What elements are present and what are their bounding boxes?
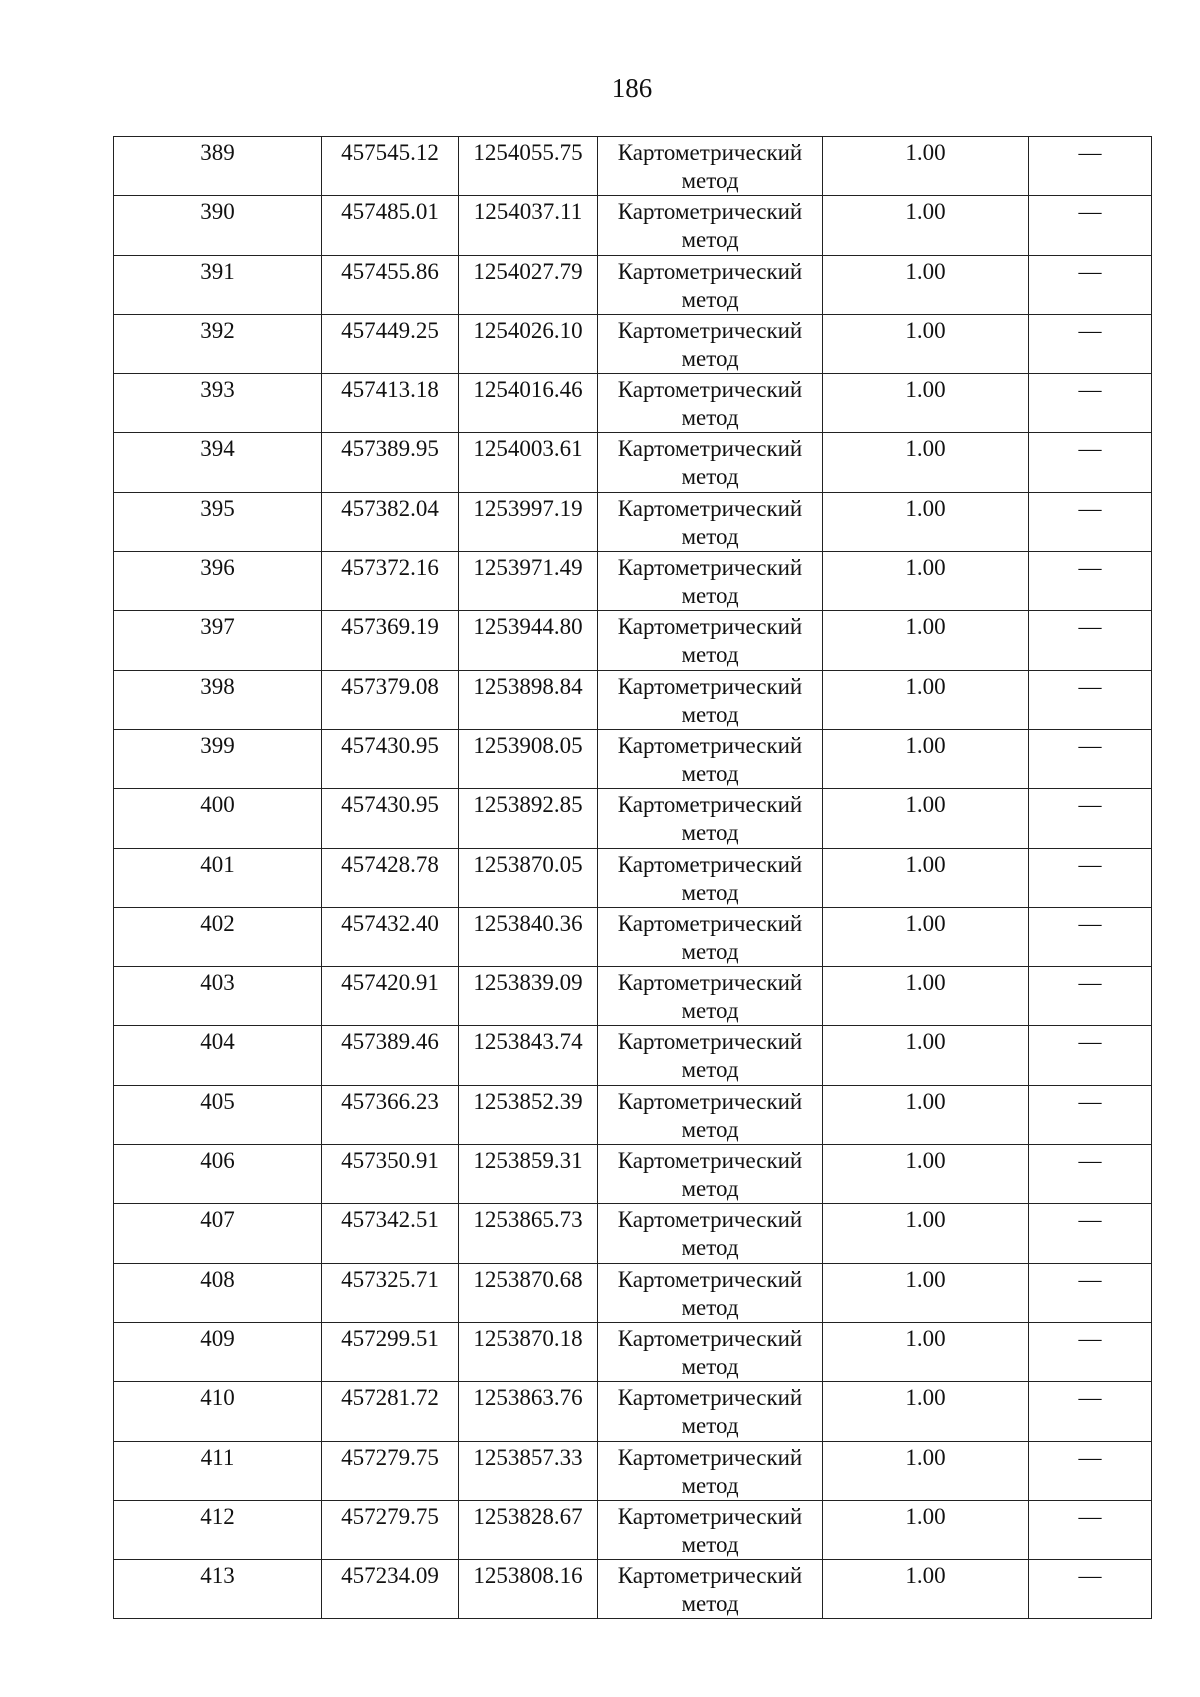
- method-cell: [598, 1085, 823, 1144]
- page-number: 186: [611, 73, 653, 103]
- method-cell: [598, 1263, 823, 1322]
- table-row: [114, 1441, 1152, 1500]
- method-cell: [598, 196, 823, 255]
- x-coordinate-cell: 457372.16: [322, 552, 459, 611]
- table-row: [114, 1204, 1152, 1263]
- table-row: [114, 374, 1152, 433]
- method-line-1: Картометрический: [617, 910, 803, 936]
- accuracy-cell: 1.00: [823, 848, 1029, 907]
- note-cell: —: [1029, 1560, 1152, 1619]
- y-coordinate-cell: 1253997.19: [459, 492, 598, 551]
- method-line-2: метод: [681, 1235, 739, 1261]
- y-coordinate-cell: 1253839.09: [459, 967, 598, 1026]
- y-coordinate-cell: 1254016.46: [459, 374, 598, 433]
- method-line-2: метод: [681, 405, 739, 431]
- x-coordinate-cell: 457342.51: [322, 1204, 459, 1263]
- table-row: [114, 1322, 1152, 1381]
- method-line-1: Картометрический: [617, 1503, 803, 1529]
- method-line-1: Картометрический: [617, 851, 803, 877]
- point-number-cell: 406: [114, 1145, 322, 1204]
- x-coordinate-cell: 457279.75: [322, 1441, 459, 1500]
- x-coordinate-cell: 457428.78: [322, 848, 459, 907]
- table-row: [114, 789, 1152, 848]
- accuracy-cell: 1.00: [823, 1500, 1029, 1559]
- method-line-2: метод: [681, 345, 739, 371]
- point-number-cell: 389: [114, 137, 322, 196]
- method-line-1: Картометрический: [617, 317, 803, 343]
- table-row: [114, 137, 1152, 196]
- method-line-1: Картометрический: [617, 555, 803, 581]
- table-row: [114, 670, 1152, 729]
- x-coordinate-cell: 457455.86: [322, 255, 459, 314]
- method-line-2: метод: [681, 1057, 739, 1083]
- note-cell: —: [1029, 1500, 1152, 1559]
- y-coordinate-cell: 1253892.85: [459, 789, 598, 848]
- note-cell: —: [1029, 967, 1152, 1026]
- x-coordinate-cell: 457485.01: [322, 196, 459, 255]
- table-row: [114, 1500, 1152, 1559]
- method-cell: [598, 1560, 823, 1619]
- note-cell: —: [1029, 492, 1152, 551]
- method-line-2: метод: [681, 1353, 739, 1379]
- method-line-2: метод: [681, 701, 739, 727]
- method-line-1: Картометрический: [617, 199, 803, 225]
- y-coordinate-cell: 1253863.76: [459, 1382, 598, 1441]
- y-coordinate-cell: 1254003.61: [459, 433, 598, 492]
- note-cell: —: [1029, 1382, 1152, 1441]
- y-coordinate-cell: 1254037.11: [459, 196, 598, 255]
- note-cell: —: [1029, 1145, 1152, 1204]
- x-coordinate-cell: 457234.09: [322, 1560, 459, 1619]
- x-coordinate-cell: 457325.71: [322, 1263, 459, 1322]
- method-cell: [598, 1145, 823, 1204]
- point-number-cell: 397: [114, 611, 322, 670]
- accuracy-cell: 1.00: [823, 1382, 1029, 1441]
- point-number-cell: 411: [114, 1441, 322, 1500]
- method-line-1: Картометрический: [617, 258, 803, 284]
- method-cell: [598, 848, 823, 907]
- method-line-1: Картометрический: [617, 614, 803, 640]
- point-number-cell: 402: [114, 907, 322, 966]
- note-cell: —: [1029, 374, 1152, 433]
- accuracy-cell: 1.00: [823, 789, 1029, 848]
- accuracy-cell: 1.00: [823, 611, 1029, 670]
- method-cell: [598, 433, 823, 492]
- note-cell: —: [1029, 907, 1152, 966]
- point-number-cell: 400: [114, 789, 322, 848]
- accuracy-cell: 1.00: [823, 1560, 1029, 1619]
- point-number-cell: 390: [114, 196, 322, 255]
- table-row: [114, 1560, 1152, 1619]
- table-row: [114, 848, 1152, 907]
- method-line-2: метод: [681, 760, 739, 786]
- table-row: [114, 1382, 1152, 1441]
- table-row: [114, 492, 1152, 551]
- method-line-2: метод: [681, 1116, 739, 1142]
- x-coordinate-cell: 457432.40: [322, 907, 459, 966]
- point-number-cell: 395: [114, 492, 322, 551]
- method-line-2: метод: [681, 820, 739, 846]
- note-cell: —: [1029, 670, 1152, 729]
- table-row: [114, 1263, 1152, 1322]
- point-number-cell: 403: [114, 967, 322, 1026]
- accuracy-cell: 1.00: [823, 255, 1029, 314]
- accuracy-cell: 1.00: [823, 552, 1029, 611]
- y-coordinate-cell: 1253865.73: [459, 1204, 598, 1263]
- note-cell: —: [1029, 255, 1152, 314]
- method-cell: [598, 1204, 823, 1263]
- y-coordinate-cell: 1253898.84: [459, 670, 598, 729]
- y-coordinate-cell: 1254026.10: [459, 314, 598, 373]
- x-coordinate-cell: 457369.19: [322, 611, 459, 670]
- table-row: [114, 196, 1152, 255]
- y-coordinate-cell: 1253870.18: [459, 1322, 598, 1381]
- method-line-1: Картометрический: [617, 1444, 803, 1470]
- point-number-cell: 412: [114, 1500, 322, 1559]
- method-cell: [598, 374, 823, 433]
- method-line-1: Картометрический: [617, 1148, 803, 1174]
- y-coordinate-cell: 1253808.16: [459, 1560, 598, 1619]
- method-cell: [598, 492, 823, 551]
- x-coordinate-cell: 457389.95: [322, 433, 459, 492]
- point-number-cell: 391: [114, 255, 322, 314]
- method-cell: [598, 670, 823, 729]
- accuracy-cell: 1.00: [823, 1026, 1029, 1085]
- point-number-cell: 392: [114, 314, 322, 373]
- table-row: [114, 255, 1152, 314]
- note-cell: —: [1029, 789, 1152, 848]
- accuracy-cell: 1.00: [823, 1204, 1029, 1263]
- table-row: [114, 314, 1152, 373]
- table-row: [114, 1026, 1152, 1085]
- accuracy-cell: 1.00: [823, 137, 1029, 196]
- y-coordinate-cell: 1253859.31: [459, 1145, 598, 1204]
- method-line-2: метод: [681, 1413, 739, 1439]
- note-cell: —: [1029, 1085, 1152, 1144]
- method-line-2: метод: [681, 642, 739, 668]
- x-coordinate-cell: 457350.91: [322, 1145, 459, 1204]
- method-cell: [598, 729, 823, 788]
- note-cell: —: [1029, 552, 1152, 611]
- accuracy-cell: 1.00: [823, 492, 1029, 551]
- method-line-2: метод: [681, 1591, 739, 1617]
- point-number-cell: 398: [114, 670, 322, 729]
- x-coordinate-cell: 457430.95: [322, 729, 459, 788]
- note-cell: —: [1029, 1026, 1152, 1085]
- accuracy-cell: 1.00: [823, 1145, 1029, 1204]
- method-cell: [598, 1441, 823, 1500]
- note-cell: —: [1029, 1322, 1152, 1381]
- method-cell: [598, 1322, 823, 1381]
- x-coordinate-cell: 457379.08: [322, 670, 459, 729]
- accuracy-cell: 1.00: [823, 374, 1029, 433]
- x-coordinate-cell: 457382.04: [322, 492, 459, 551]
- note-cell: —: [1029, 611, 1152, 670]
- accuracy-cell: 1.00: [823, 670, 1029, 729]
- point-number-cell: 393: [114, 374, 322, 433]
- method-cell: [598, 1382, 823, 1441]
- x-coordinate-cell: 457299.51: [322, 1322, 459, 1381]
- y-coordinate-cell: 1253843.74: [459, 1026, 598, 1085]
- method-cell: [598, 907, 823, 966]
- y-coordinate-cell: 1253971.49: [459, 552, 598, 611]
- accuracy-cell: 1.00: [823, 1085, 1029, 1144]
- note-cell: —: [1029, 137, 1152, 196]
- point-number-cell: 408: [114, 1263, 322, 1322]
- method-cell: [598, 137, 823, 196]
- method-line-1: Картометрический: [617, 1385, 803, 1411]
- accuracy-cell: 1.00: [823, 907, 1029, 966]
- note-cell: —: [1029, 1263, 1152, 1322]
- y-coordinate-cell: 1253870.68: [459, 1263, 598, 1322]
- note-cell: —: [1029, 1204, 1152, 1263]
- method-line-1: Картометрический: [617, 1207, 803, 1233]
- method-cell: [598, 967, 823, 1026]
- accuracy-cell: 1.00: [823, 967, 1029, 1026]
- method-line-2: метод: [681, 227, 739, 253]
- accuracy-cell: 1.00: [823, 314, 1029, 373]
- method-line-1: Картометрический: [617, 792, 803, 818]
- method-line-1: Картометрический: [617, 495, 803, 521]
- x-coordinate-cell: 457281.72: [322, 1382, 459, 1441]
- method-cell: [598, 314, 823, 373]
- table-row: [114, 729, 1152, 788]
- coordinates-table-body: [114, 137, 1152, 1619]
- point-number-cell: 407: [114, 1204, 322, 1263]
- accuracy-cell: 1.00: [823, 729, 1029, 788]
- accuracy-cell: 1.00: [823, 196, 1029, 255]
- method-line-2: метод: [681, 168, 739, 193]
- x-coordinate-cell: 457279.75: [322, 1500, 459, 1559]
- point-number-cell: 409: [114, 1322, 322, 1381]
- method-line-2: метод: [681, 1294, 739, 1320]
- note-cell: —: [1029, 433, 1152, 492]
- method-line-2: метод: [681, 1176, 739, 1202]
- y-coordinate-cell: 1254027.79: [459, 255, 598, 314]
- y-coordinate-cell: 1253852.39: [459, 1085, 598, 1144]
- method-line-1: Картометрический: [617, 970, 803, 996]
- accuracy-cell: 1.00: [823, 1441, 1029, 1500]
- method-line-2: метод: [681, 998, 739, 1024]
- table-row: [114, 1085, 1152, 1144]
- method-line-2: метод: [681, 938, 739, 964]
- note-cell: —: [1029, 314, 1152, 373]
- note-cell: —: [1029, 1441, 1152, 1500]
- point-number-cell: 399: [114, 729, 322, 788]
- x-coordinate-cell: 457366.23: [322, 1085, 459, 1144]
- point-number-cell: 396: [114, 552, 322, 611]
- y-coordinate-cell: 1253840.36: [459, 907, 598, 966]
- note-cell: —: [1029, 196, 1152, 255]
- method-line-2: метод: [681, 879, 739, 905]
- method-line-1: Картометрический: [617, 140, 803, 165]
- accuracy-cell: 1.00: [823, 1322, 1029, 1381]
- point-number-cell: 405: [114, 1085, 322, 1144]
- x-coordinate-cell: 457430.95: [322, 789, 459, 848]
- method-cell: [598, 255, 823, 314]
- note-cell: —: [1029, 729, 1152, 788]
- point-number-cell: 401: [114, 848, 322, 907]
- x-coordinate-cell: 457413.18: [322, 374, 459, 433]
- y-coordinate-cell: 1253870.05: [459, 848, 598, 907]
- method-line-1: Картометрический: [617, 1563, 803, 1589]
- method-line-1: Картометрический: [617, 1029, 803, 1055]
- method-cell: [598, 1500, 823, 1559]
- x-coordinate-cell: 457389.46: [322, 1026, 459, 1085]
- table-row: [114, 907, 1152, 966]
- method-line-2: метод: [681, 523, 739, 549]
- table-row: [114, 611, 1152, 670]
- accuracy-cell: 1.00: [823, 1263, 1029, 1322]
- method-line-1: Картометрический: [617, 436, 803, 462]
- method-cell: [598, 552, 823, 611]
- table-row: [114, 552, 1152, 611]
- method-line-1: Картометрический: [617, 1266, 803, 1292]
- method-line-1: Картометрический: [617, 732, 803, 758]
- point-number-cell: 404: [114, 1026, 322, 1085]
- coordinates-table: [113, 136, 1152, 1619]
- y-coordinate-cell: 1253908.05: [459, 729, 598, 788]
- method-line-1: Картометрический: [617, 1088, 803, 1114]
- accuracy-cell: 1.00: [823, 433, 1029, 492]
- method-line-2: метод: [681, 286, 739, 312]
- x-coordinate-cell: 457545.12: [322, 137, 459, 196]
- note-cell: —: [1029, 848, 1152, 907]
- table-row: [114, 967, 1152, 1026]
- method-line-2: метод: [681, 1531, 739, 1557]
- method-line-1: Картометрический: [617, 377, 803, 403]
- x-coordinate-cell: 457449.25: [322, 314, 459, 373]
- method-line-2: метод: [681, 1472, 739, 1498]
- point-number-cell: 413: [114, 1560, 322, 1619]
- method-line-1: Картометрический: [617, 1325, 803, 1351]
- method-cell: [598, 789, 823, 848]
- method-cell: [598, 1026, 823, 1085]
- point-number-cell: 410: [114, 1382, 322, 1441]
- y-coordinate-cell: 1253828.67: [459, 1500, 598, 1559]
- y-coordinate-cell: 1253857.33: [459, 1441, 598, 1500]
- x-coordinate-cell: 457420.91: [322, 967, 459, 1026]
- method-line-2: метод: [681, 464, 739, 490]
- point-number-cell: 394: [114, 433, 322, 492]
- method-line-1: Картометрический: [617, 673, 803, 699]
- y-coordinate-cell: 1253944.80: [459, 611, 598, 670]
- y-coordinate-cell: 1254055.75: [459, 137, 598, 196]
- method-cell: [598, 611, 823, 670]
- table-row: [114, 433, 1152, 492]
- table-row: [114, 1145, 1152, 1204]
- method-line-2: метод: [681, 583, 739, 609]
